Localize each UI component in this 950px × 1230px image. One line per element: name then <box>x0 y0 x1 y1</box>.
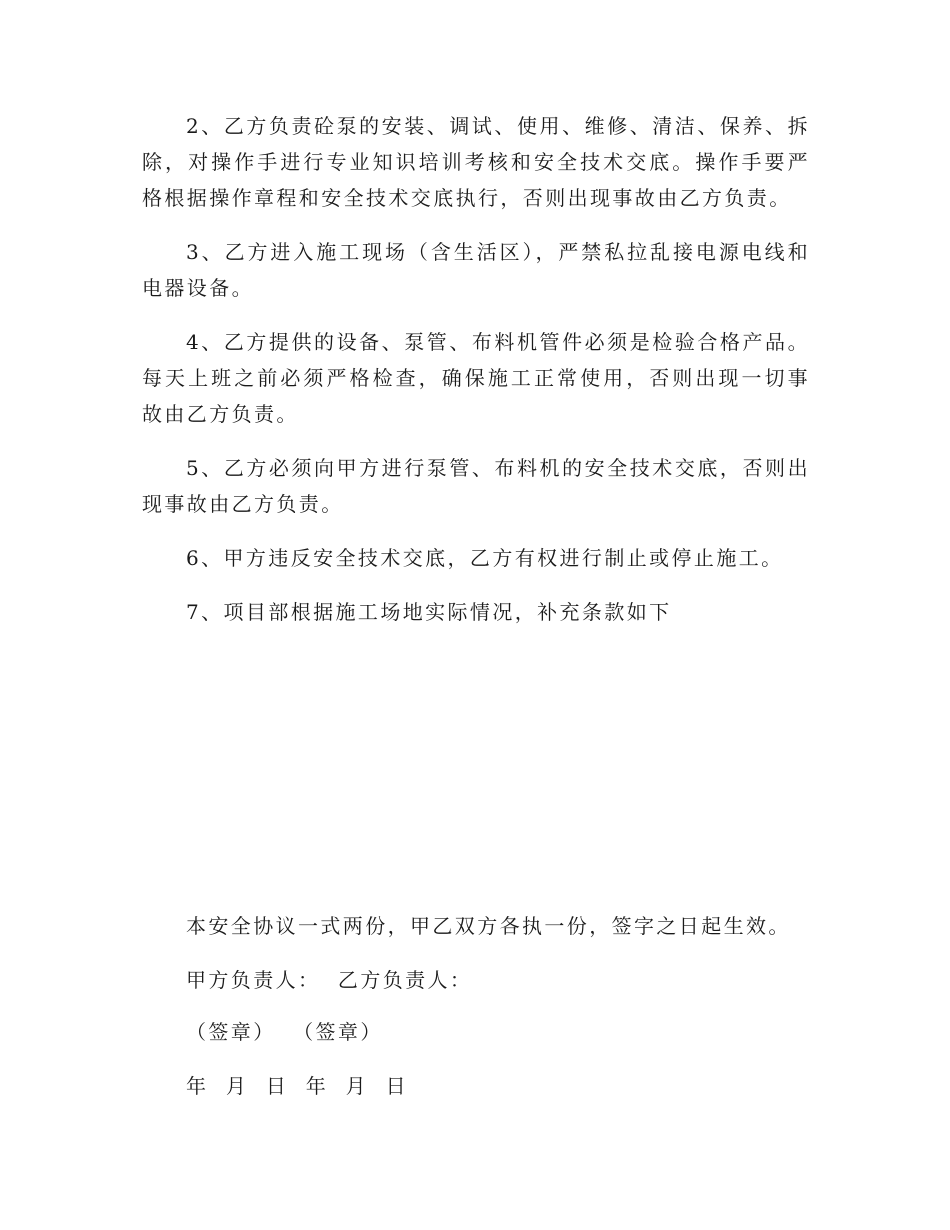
clause-6: 6、甲方违反安全技术交底，乙方有权进行制止或停止施工。 <box>186 546 784 570</box>
clause-2: 2、乙方负责砼泵的安装、调试、使用、维修、清洁、保养、拆除，对操作手进行专业知识培训考核和安全技术交底。操作手要严格根据操作章程和安全技术交底执行，否则出现事故由乙方负责。 <box>142 114 810 210</box>
clause-3: 3、乙方进入施工现场（含生活区），严禁私拉乱接电源电线和电器设备。 <box>142 240 810 300</box>
date-line: 年 月 日 年 月 日 <box>186 1074 408 1098</box>
validity-statement: 本安全协议一式两份，甲乙双方各执一份，签字之日起生效。 <box>186 914 791 938</box>
seal-line: （签章） （签章） <box>186 1020 383 1044</box>
clause-5: 5、乙方必须向甲方进行泵管、布料机的安全技术交底，否则出现事故由乙方负责。 <box>142 456 810 516</box>
signatory-line: 甲方负责人： 乙方负责人： <box>186 968 473 992</box>
clause-4: 4、乙方提供的设备、泵管、布料机管件必须是检验合格产品。每天上班之前必须严格检查，确保施工正常使用，否则出现一切事故由乙方负责。 <box>142 330 810 426</box>
clause-7: 7、项目部根据施工场地实际情况，补充条款如下 <box>186 600 672 624</box>
